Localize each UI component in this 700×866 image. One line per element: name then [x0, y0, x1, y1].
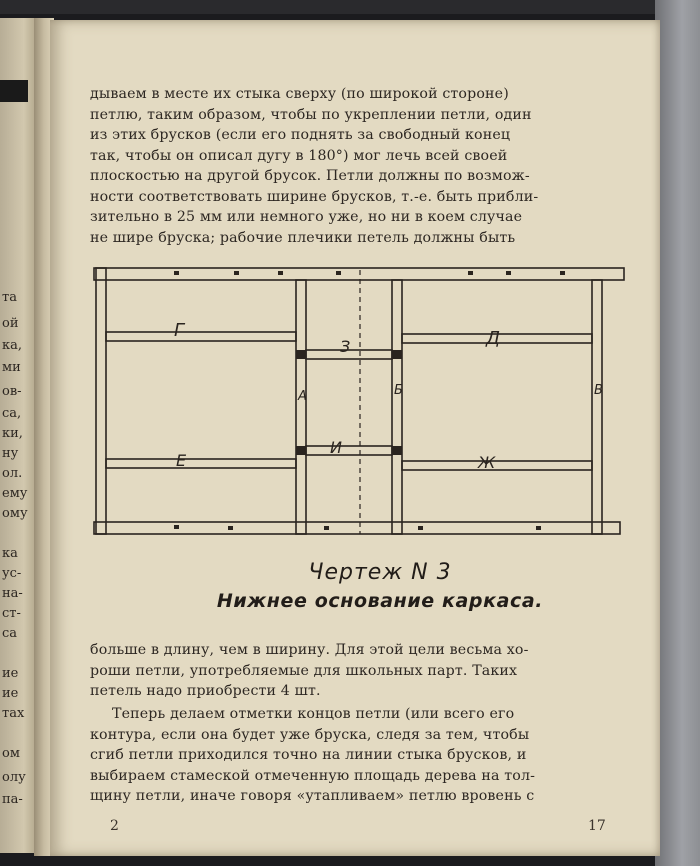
background-top [0, 0, 700, 14]
text-line: выбираем стамеской отмеченную площадь дерева на тол- [90, 767, 536, 784]
left-page-fragment: та [2, 290, 17, 305]
text-line: так, чтобы он описал дугу в 180°) мог лечь всей своей [90, 147, 508, 164]
left-page-fragment: ему [2, 486, 28, 501]
paragraph-top [90, 84, 622, 248]
bottom-rail [94, 522, 620, 534]
top-rail [94, 268, 624, 280]
page-number-right: 17 [588, 818, 606, 834]
text-line: роши петли, употребляемые для школьных парт. Таких [90, 662, 518, 679]
left-page-black-mark [0, 80, 28, 102]
left-page-fragment: ов- [2, 384, 22, 399]
left-page-fragment: па- [2, 792, 23, 807]
label-v: В [594, 383, 603, 398]
label-a: А [298, 389, 307, 404]
post-a [296, 280, 306, 534]
left-page-fragment: ки, [2, 426, 23, 441]
post-b [392, 280, 402, 534]
drawing-caption-title: Чертеж N 3 [308, 560, 452, 585]
label-e: Е [176, 451, 187, 470]
left-page-fragment: ой [2, 316, 19, 331]
left-page-fragment: ус- [2, 566, 22, 581]
label-z: З [340, 337, 351, 356]
frame-drawing [90, 262, 630, 552]
crossbar-e [106, 459, 296, 468]
label-zh: Ж [478, 453, 496, 472]
crossbar-i [306, 446, 392, 455]
left-page-fragment: ка, [2, 338, 23, 353]
left-page-fragment: са, [2, 406, 22, 421]
text-line: Теперь делаем отметки концов петли (или всего его [112, 706, 515, 722]
text-line: сгиб петли приходился точно на линии стыка брусков, и [90, 747, 527, 763]
left-page-fragment: ка [2, 546, 18, 561]
text-line: ности соответствовать ширине брусков, т.-е. быть прибли- [90, 188, 539, 205]
paragraph-bottom-2 [90, 704, 622, 807]
label-g: Г [174, 320, 185, 341]
label-b: Б [394, 383, 403, 398]
left-page-fragment: са [2, 626, 18, 641]
left-page-fragment: ст- [2, 606, 21, 621]
left-page-fragment: ие [2, 666, 19, 681]
text-line: не шире бруска; рабочие плечики петель должны быть [90, 229, 516, 246]
label-d: Д [486, 328, 501, 349]
paragraph-bottom-1 [90, 640, 622, 702]
text-line: из этих брусков (если его поднять за свободный конец [90, 127, 511, 143]
left-page-fragment: ми [2, 360, 21, 375]
page-number-left: 2 [110, 818, 119, 834]
left-page-fragment: ом [2, 746, 20, 761]
left-page-fragment: ому [2, 506, 28, 521]
text-line: петель надо приобрести 4 шт. [90, 683, 321, 699]
crossbar-g [106, 332, 296, 341]
left-page [0, 18, 34, 853]
label-i: И [330, 438, 342, 457]
left-page-fragment: тах [2, 706, 25, 721]
text-line: петлю, таким образом, чтобы по укреплении петли, один [90, 106, 532, 123]
text-line: зительно в 25 мм или немного уже, но ни в коем случае [90, 209, 523, 225]
text-line: больше в длину, чем в ширину. Для этой цели весьма хо- [90, 642, 529, 658]
left-page-fragment: ол. [2, 466, 23, 481]
text-line: дываем в месте их стыка сверху (по широкой стороне) [90, 86, 509, 102]
text-line: щину петли, иначе говоря «утапливаем» петлю вровень с [90, 788, 535, 804]
text-line: контура, если она будет уже бруска, следя за тем, чтобы [90, 726, 530, 743]
left-post [96, 268, 106, 534]
crossbar-zh [402, 461, 592, 470]
left-page-fragment: ие [2, 686, 19, 701]
left-page-fragment: на- [2, 586, 23, 601]
left-page-fragment: ну [2, 446, 19, 461]
right-post-v [592, 280, 602, 534]
text-line: плоскостью на другой брусок. Петли должны по возмож- [90, 168, 530, 184]
drawing-caption-subtitle: Нижнее основание каркаса. [216, 590, 544, 612]
background-right [655, 0, 700, 866]
left-page-fragment: олу [2, 770, 26, 785]
